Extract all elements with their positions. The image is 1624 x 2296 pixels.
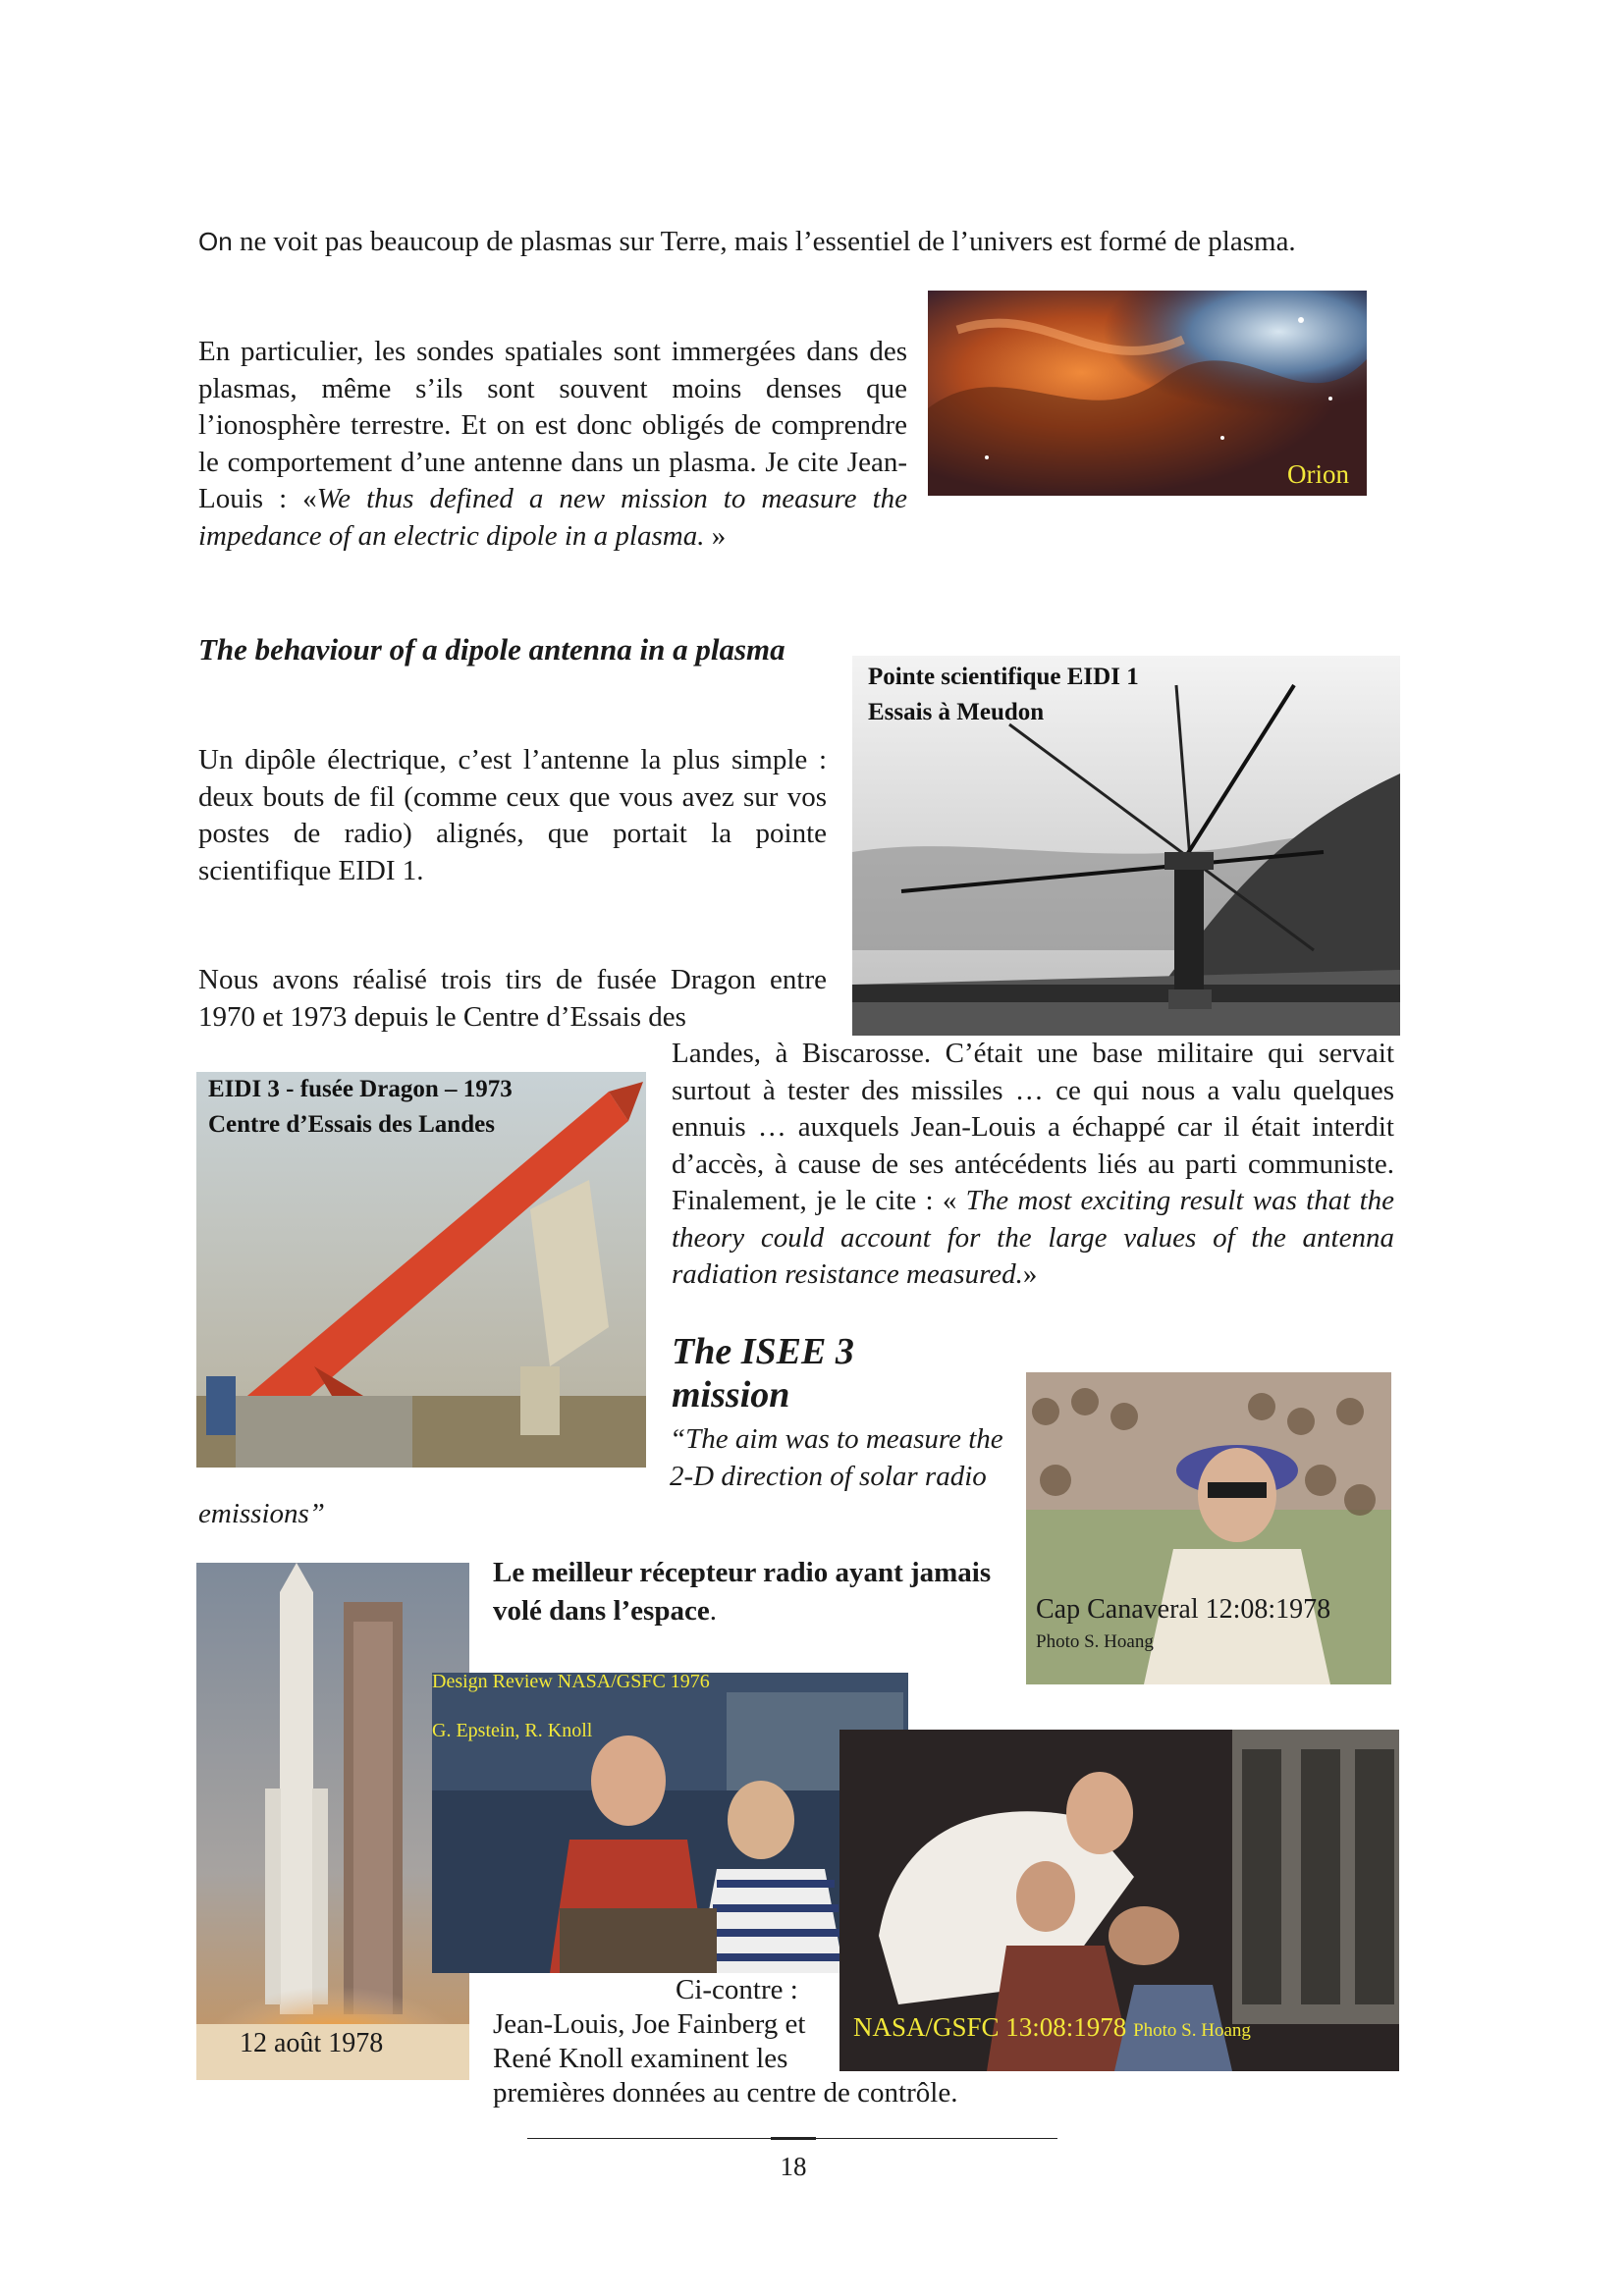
isee-quote-line2: 2-D direction of solar radio	[670, 1461, 987, 1492]
intro-text: ne voit pas beaucoup de plasmas sur Terre, mais l’essentiel de l’univers est formé de plasma.	[232, 226, 1296, 257]
eidi1-caption-line1: Pointe scientifique EIDI 1	[868, 664, 1139, 690]
isee-heading-line2: mission	[672, 1374, 790, 1415]
dragon-paragraph-top: Nous avons réalisé trois tirs de fusée Dragon entre 1970 et 1973 depuis le Centre d’Essais des	[198, 964, 827, 1033]
cap-canaveral-credit: Photo S. Hoang	[1036, 1631, 1154, 1652]
dipole-paragraph: Un dipôle électrique, c’est l’antenne la plus simple : deux bouts de fil (comme ceux que vous avez sur vos postes de radio) alignés, que portait la pointe scientifique EIDI 1.	[198, 744, 827, 886]
probes-close: »	[704, 519, 727, 552]
dragon-text: Landes, à Biscarosse. C’était une base militaire qui servait surtout à tester des missiles … ce qui nous a valu quelques ennuis … auxquels Jean-Louis a échappé car il était interdit d’accès, à cause de ses antécédents liés au parti communiste. Finalement, je le cite : «	[672, 1038, 1394, 1216]
eidi3-photo	[196, 1072, 646, 1468]
nasa-gsfc-caption-text: NASA/GSFC 13:08:1978	[853, 2012, 1127, 2042]
design-review-caption-line1: Design Review NASA/GSFC 1976	[432, 1673, 710, 1692]
best-receiver-end: .	[709, 1595, 717, 1627]
intro-paragraph	[198, 224, 1394, 261]
eidi3-caption-line1: EIDI 3 - fusée Dragon – 1973	[208, 1076, 513, 1102]
nasa-gsfc-credit: Photo S. Hoang	[1133, 2020, 1251, 2041]
cap-canaveral-caption: Cap Canaveral 12:08:1978	[1036, 1594, 1331, 1625]
probes-quote: We thus defined a new mission to measure the impedance of an electric dipole in a plasma.	[198, 483, 908, 552]
dragon-close: »	[1022, 1258, 1038, 1290]
best-receiver-bold: Le meilleur récepteur radio ayant jamais volé dans l’espace	[493, 1557, 992, 1627]
launch-photo	[196, 1563, 469, 2080]
eidi3-caption	[208, 1072, 513, 1143]
probes-paragraph	[198, 334, 907, 555]
cicontre-line1: Ci-contre :	[676, 1974, 798, 2005]
eidi1-photo	[852, 656, 1400, 1036]
cicontre-block	[493, 1973, 1003, 2110]
cap-canaveral-photo	[1026, 1372, 1391, 1684]
orion-photo	[928, 291, 1367, 496]
design-review-photo	[432, 1673, 908, 1973]
eidi3-caption-line2: Centre d’Essais des Landes	[208, 1111, 495, 1138]
probes-text: En particulier, les sondes spatiales sont immergées dans des plasmas, même s’ils sont souvent moins denses que l’ionosphère terrestre. Et on est donc obligés de comprendre le comportement d’une antenne dans un plasma. Je cite Jean-Louis : «	[198, 336, 907, 514]
cicontre-line2: Jean-Louis, Joe Fainberg et	[493, 2008, 806, 2040]
orion-caption: Orion	[1287, 459, 1349, 489]
eidi1-caption-line2: Essais à Meudon	[868, 699, 1045, 725]
isee-quote	[670, 1420, 1003, 1495]
eidi1-caption	[868, 660, 1139, 730]
isee-heading-line1: The ISEE 3	[672, 1331, 854, 1372]
isee-quote-end: emissions”	[198, 1498, 325, 1529]
dragon-quote: The most exciting result was that the theory could account for the large values of the antenna radiation resistance measured.	[672, 1185, 1394, 1290]
page-number: 18	[780, 2152, 807, 2181]
cicontre-line3: René Knoll examinent les	[493, 2043, 788, 2074]
dipole-heading: The behaviour of a dipole antenna in a plasma	[198, 632, 785, 667]
dragon-paragraph-right	[672, 1036, 1394, 1294]
isee-quote-line1: “The aim was to measure the	[670, 1423, 1003, 1455]
design-review-caption-line2: G. Epstein, R. Knoll	[432, 1720, 593, 1741]
intro-lead: On	[198, 227, 233, 256]
isee-heading	[672, 1330, 854, 1416]
cicontre-line4: premières données au centre de contrôle.	[493, 2077, 958, 2109]
design-review-caption	[432, 1673, 710, 1741]
footer-rule-accent	[771, 2137, 816, 2140]
best-receiver-text	[493, 1554, 1003, 1630]
launch-caption: 12 août 1978	[240, 2028, 384, 2058]
